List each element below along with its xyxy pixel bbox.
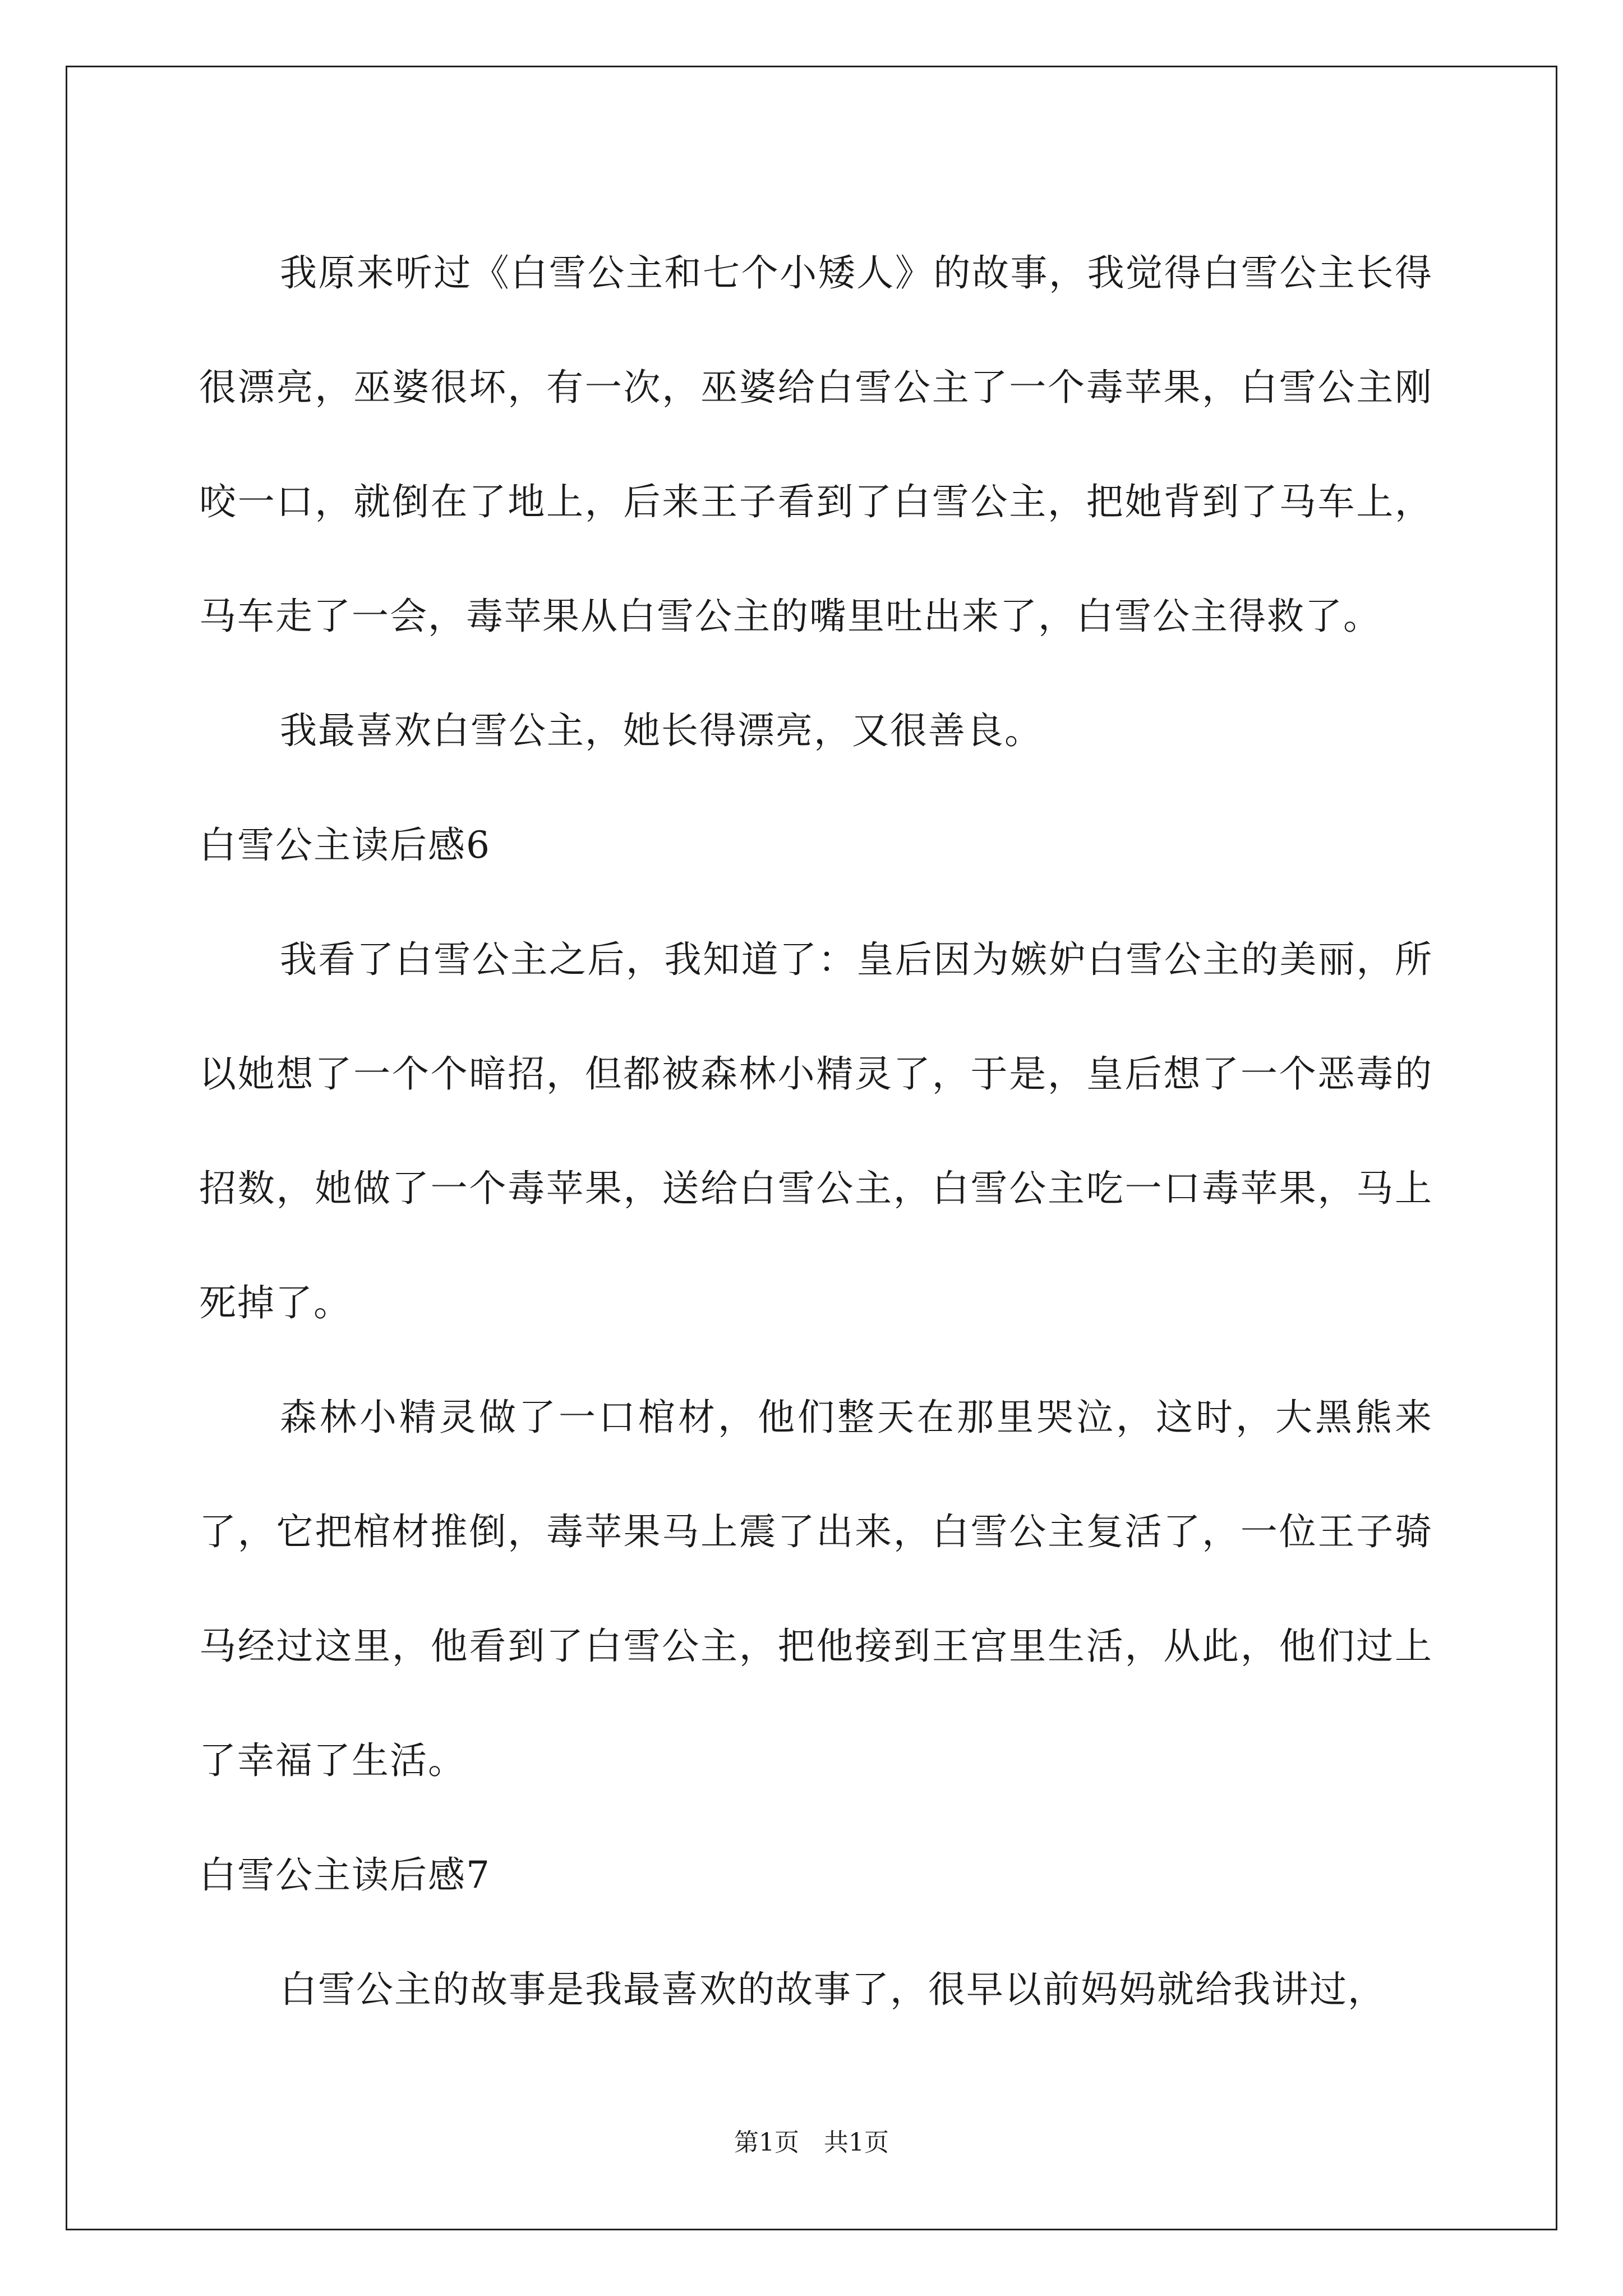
paragraph-5: 白雪公主的故事是我最喜欢的故事了，很早以前妈妈就给我讲过， bbox=[280, 1968, 1386, 2011]
document-body bbox=[199, 216, 1433, 2047]
paragraph-1: 我原来听过《白雪公主和七个小矮人》的故事，我觉得白雪公主长得很漂亮，巫婆很坏，有一次，巫婆给白雪公主了一个毒苹果，白雪公主刚咬一口，就倒在了地上，后来王子看到了白雪公主，把她背到了马车上，马车走了一会，毒苹果从白雪公主的嘴里吐出来了，白雪公主得救了。 bbox=[199, 251, 1433, 638]
paragraph-3: 我看了白雪公主之后，我知道了：皇后因为嫉妒白雪公主的美丽，所以她想了一个个暗招，但都被森林小精灵了，于是，皇后想了一个恶毒的招数，她做了一个毒苹果，送给白雪公主，白雪公主吃一口毒苹果，马上死掉了。 bbox=[199, 938, 1433, 1324]
paragraph-2: 我最喜欢白雪公主，她长得漂亮，又很善良。 bbox=[280, 709, 1043, 752]
section-heading-7: 白雪公主读后感7 bbox=[199, 1853, 491, 1897]
page-footer: 第1页 共1页 bbox=[734, 2128, 889, 2157]
section-heading-6: 白雪公主读后感6 bbox=[199, 823, 491, 867]
paragraph-4: 森林小精灵做了一口棺材，他们整天在那里哭泣，这时，大黑熊来了，它把棺材推倒，毒苹果马上震了出来，白雪公主复活了，一位王子骑马经过这里，他看到了白雪公主，把他接到王宫里生活，从此，他们过上了幸福了生活。 bbox=[199, 1396, 1433, 1782]
